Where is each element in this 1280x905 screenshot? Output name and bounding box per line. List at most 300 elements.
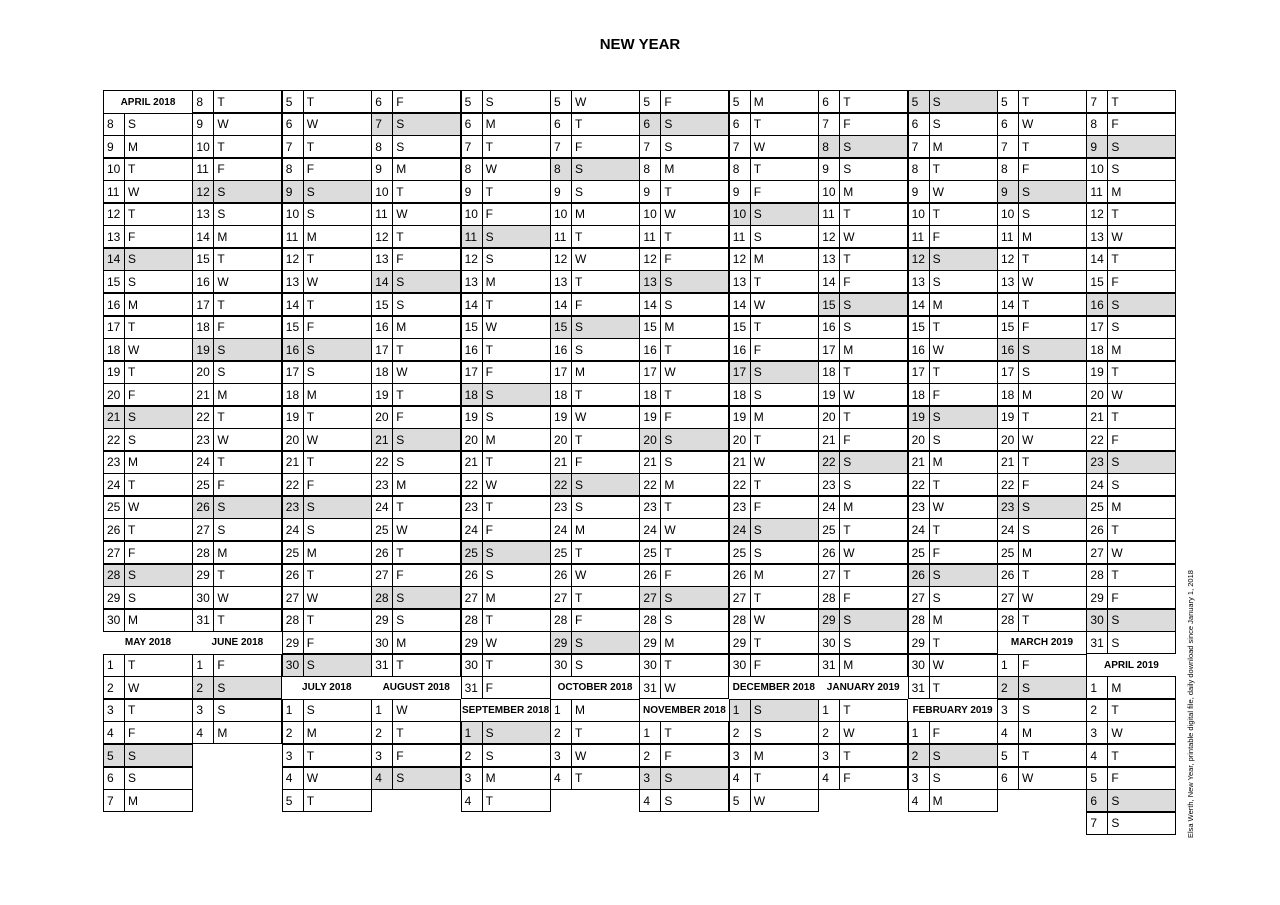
day-cell [282,225,372,248]
day-cell [818,428,908,451]
day-number: 28 [193,542,214,563]
weekday-letter: T [664,342,672,357]
day-number: 29 [462,632,483,653]
weekday-letter: M [306,725,317,740]
day-cell [371,654,461,677]
day-number: 6 [909,114,930,135]
day-number: 13 [551,271,572,292]
day-number: 3 [1087,722,1108,743]
day-cell [729,744,819,767]
day-cell [282,586,372,609]
day-number: 10 [104,159,125,180]
day-cell [818,518,908,541]
day-number: 24 [730,519,751,540]
day-cell [461,135,551,158]
weekday-letter: S [753,229,762,244]
weekday-letter: F [664,410,672,425]
weekday-letter: S [217,703,226,718]
month-header: JANUARY 2019 [826,682,900,694]
day-number: 6 [551,114,572,135]
weekday-letter: M [485,432,496,447]
day-number: 24 [909,519,930,540]
weekday-letter: S [396,455,405,470]
day-number: 21 [819,429,840,450]
weekday-letter: T [664,500,672,515]
day-cell [997,518,1087,541]
weekday-letter: S [932,410,941,425]
day-number: 16 [372,317,393,338]
weekday-letter: F [932,725,940,740]
weekday-letter: T [306,793,315,808]
weekday-letter: F [1111,771,1119,785]
weekday-letter: T [843,748,851,763]
weekday-letter: M [1022,725,1032,740]
day-number: 21 [1087,407,1108,428]
day-cell [818,361,908,384]
weekday-letter: T [396,658,404,673]
day-cell [908,203,998,226]
day-cell [639,270,729,293]
day-cell [550,203,640,226]
weekday-letter: W [306,590,319,605]
day-number: 26 [372,542,393,563]
day-number: 17 [283,362,304,383]
day-cell [371,135,461,158]
day-cell [729,225,819,248]
day-number: 6 [640,114,661,135]
weekday-letter: M [575,365,585,380]
weekday-letter: S [932,590,941,605]
weekday-letter: S [1111,455,1120,470]
day-number: 3 [551,745,572,766]
day-number: 12 [551,249,572,270]
day-number: 19 [909,407,930,428]
weekday-letter: F [575,613,583,628]
weekday-letter: S [753,725,762,740]
weekday-letter: T [753,432,762,447]
weekday-letter: S [664,771,673,785]
weekday-letter: W [753,297,766,312]
weekday-letter: S [128,274,137,289]
weekday-letter: F [485,680,493,695]
day-number: 15 [998,317,1019,338]
weekday-letter: T [1022,748,1030,763]
day-cell [1086,203,1176,226]
day-number: 19 [462,407,483,428]
day-number: 25 [283,542,304,563]
weekday-letter: T [217,139,225,154]
day-number: 7 [104,790,125,811]
month-header: APRIL 2019 [1103,659,1159,671]
weekday-letter: T [843,568,851,583]
day-cell [1086,180,1176,203]
day-cell [729,789,819,812]
weekday-letter: W [1022,432,1034,447]
day-cell [282,293,372,316]
weekday-letter: T [575,387,583,402]
day-number: 19 [730,407,751,428]
day-cell [103,789,193,812]
weekday-letter: T [217,613,225,628]
day-number: 25 [104,497,125,518]
day-number: 3 [462,768,483,789]
day-number: 28 [372,587,393,608]
weekday-letter: T [664,184,672,199]
day-number: 21 [551,452,572,473]
day-number: 24 [104,474,125,495]
day-number: 26 [730,565,751,586]
day-number: 30 [551,655,572,676]
weekday-letter: M [396,477,407,492]
weekday-letter: S [306,207,315,222]
weekday-letter: W [753,793,766,808]
day-cell [818,383,908,406]
day-cell [550,113,640,136]
day-number: 9 [551,181,572,202]
weekday-letter: T [932,680,940,695]
day-cell [282,135,372,158]
day-cell [103,270,193,293]
day-number: 13 [104,226,125,247]
day-number: 6 [462,114,483,135]
weekday-letter: T [128,703,136,718]
day-cell [550,564,640,587]
weekday-letter: M [664,477,675,492]
day-cell [729,316,819,339]
day-cell [371,90,461,113]
day-number: 14 [462,294,483,315]
day-cell [908,361,998,384]
day-cell [461,225,551,248]
day-cell [729,721,819,744]
day-number: 24 [1087,474,1108,495]
day-number: 28 [998,610,1019,631]
day-number: 24 [998,519,1019,540]
weekday-letter: T [843,252,851,267]
day-number: 14 [1087,249,1108,270]
day-cell [729,180,819,203]
weekday-letter: M [128,613,138,628]
day-cell [282,721,372,744]
day-number: 6 [998,114,1019,135]
weekday-letter: S [843,477,852,492]
day-cell [997,135,1087,158]
day-cell [997,428,1087,451]
day-number: 8 [462,159,483,180]
weekday-letter: F [396,410,404,425]
day-cell [1086,541,1176,564]
day-cell [371,609,461,632]
day-cell [729,767,819,790]
weekday-letter: T [1022,410,1030,425]
day-cell [729,135,819,158]
day-cell [1086,248,1176,271]
day-cell [1086,383,1176,406]
day-number: 20 [283,429,304,450]
day-cell [818,473,908,496]
weekday-letter: S [575,658,584,673]
day-number: 5 [998,745,1019,766]
day-cell [1086,744,1176,767]
weekday-letter: T [217,94,225,109]
weekday-letter: T [932,522,940,537]
day-number: 8 [551,159,572,180]
day-number: 13 [372,249,393,270]
day-cell [550,631,640,654]
day-number: 6 [998,768,1019,789]
day-number: 10 [730,204,751,225]
day-number: 3 [283,745,304,766]
day-cell [639,541,729,564]
day-cell [550,699,640,722]
day-number: 13 [193,204,214,225]
day-number: 20 [1087,384,1108,405]
day-cell [1086,789,1176,812]
day-number: 13 [640,271,661,292]
weekday-letter: S [753,522,762,537]
weekday-letter: W [485,635,497,650]
day-cell [103,564,193,587]
day-number: 13 [283,271,304,292]
day-cell [550,316,640,339]
day-number: 19 [193,339,214,360]
day-cell [103,699,193,722]
day-number: 21 [909,452,930,473]
weekday-letter: S [485,410,494,425]
day-number: 22 [640,474,661,495]
day-cell [1086,767,1176,790]
day-number: 12 [283,249,304,270]
weekday-letter: M [217,725,228,740]
day-number: 17 [193,294,214,315]
day-cell [192,676,282,699]
weekday-letter: M [843,342,854,357]
day-number: 19 [551,407,572,428]
weekday-letter: T [396,184,404,199]
day-number: 8 [193,91,214,112]
day-cell [908,586,998,609]
weekday-letter: M [1111,184,1122,199]
day-number: 21 [283,452,304,473]
weekday-letter: S [217,365,226,380]
day-number: 29 [640,632,661,653]
weekday-letter: M [843,184,854,199]
day-number: 25 [1087,497,1108,518]
weekday-letter: T [485,297,493,312]
day-cell [997,676,1087,699]
weekday-letter: S [664,613,673,628]
weekday-letter: T [1022,297,1030,312]
day-cell [908,113,998,136]
weekday-letter: M [664,635,675,650]
day-number: 2 [104,677,125,698]
day-cell [1086,135,1176,158]
day-cell [103,203,193,226]
day-number: 17 [104,317,125,338]
day-cell [639,383,729,406]
day-number: 17 [1087,317,1108,338]
day-cell [1086,676,1176,699]
day-number: 27 [551,587,572,608]
day-cell [192,203,282,226]
day-number: 28 [909,610,930,631]
weekday-letter: S [843,297,852,312]
weekday-letter: S [1111,793,1120,808]
day-cell [550,654,640,677]
weekday-letter: M [396,162,407,177]
day-number: 16 [640,339,661,360]
day-cell [103,180,193,203]
day-number: 2 [551,722,572,743]
day-cell [1086,586,1176,609]
weekday-letter: F [843,771,851,785]
day-number: 13 [909,271,930,292]
weekday-letter: M [932,613,943,628]
weekday-letter: T [843,703,851,718]
day-cell [192,90,282,113]
day-number: 24 [283,519,304,540]
day-cell [371,428,461,451]
day-number: 9 [819,159,840,180]
day-number: 20 [909,429,930,450]
weekday-letter: F [575,139,583,154]
weekday-letter: M [843,500,854,515]
day-cell [371,541,461,564]
day-cell [282,518,372,541]
day-cell [639,518,729,541]
weekday-letter: T [485,184,493,199]
day-cell [1086,338,1176,361]
day-cell [639,293,729,316]
day-number: 14 [819,271,840,292]
day-cell [282,496,372,519]
day-number: 16 [1087,294,1108,315]
day-cell [639,158,729,181]
weekday-letter: T [128,162,136,177]
day-cell [997,654,1087,677]
weekday-letter: F [1111,432,1119,447]
day-number: 25 [193,474,214,495]
weekday-letter: S [485,748,494,763]
day-cell [729,631,819,654]
day-number: 10 [372,181,393,202]
weekday-letter: T [843,365,851,380]
day-cell [997,721,1087,744]
day-number: 2 [193,677,214,698]
day-cell [282,744,372,767]
day-number: 10 [640,204,661,225]
day-number: 23 [551,497,572,518]
weekday-letter: M [664,320,675,334]
day-number: 30 [909,655,930,676]
day-cell [908,293,998,316]
weekday-letter: M [306,229,317,244]
day-cell [461,361,551,384]
weekday-letter: M [753,568,764,583]
weekday-letter: S [932,771,941,785]
weekday-letter: S [1111,162,1120,177]
day-number: 15 [909,317,930,338]
weekday-letter: S [128,590,137,605]
day-number: 10 [283,204,304,225]
day-cell [908,744,998,767]
day-cell [818,767,908,790]
month-header: JULY 2018 [302,682,352,694]
day-number: 30 [1087,610,1108,631]
day-cell [550,270,640,293]
weekday-letter: F [843,274,851,289]
weekday-letter: F [1022,320,1030,334]
day-cell [908,383,998,406]
day-number: 18 [104,339,125,360]
weekday-letter: M [306,387,317,402]
weekday-letter: M [485,117,496,132]
day-number: 16 [998,339,1019,360]
weekday-letter: T [1111,748,1119,763]
day-number: 15 [730,317,751,338]
weekday-letter: F [575,297,583,312]
day-number: 23 [462,497,483,518]
day-number: 4 [462,790,483,811]
weekday-letter: T [306,410,315,425]
day-cell [282,541,372,564]
day-number: 18 [730,384,751,405]
day-number: 15 [1087,271,1108,292]
weekday-letter: W [306,117,319,132]
weekday-letter: S [932,252,941,267]
weekday-letter: S [575,635,584,650]
day-number: 5 [640,91,661,112]
day-cell [103,361,193,384]
day-cell [192,699,282,722]
day-number: 13 [1087,226,1108,247]
day-cell [639,113,729,136]
day-number: 7 [372,114,393,135]
day-cell [371,270,461,293]
weekday-letter: W [1022,117,1034,132]
weekday-letter: W [306,274,319,289]
day-number: 12 [909,249,930,270]
day-cell [282,338,372,361]
day-cell [818,225,908,248]
day-cell [908,609,998,632]
weekday-letter: W [932,184,944,199]
day-number: 1 [730,700,751,721]
day-number: 4 [551,768,572,789]
day-cell [908,767,998,790]
weekday-letter: T [217,252,225,267]
day-number: 9 [1087,136,1108,157]
weekday-letter: T [843,410,851,425]
day-number: 26 [1087,519,1108,540]
day-number: 7 [819,114,840,135]
day-cell [461,767,551,790]
day-number: 27 [462,587,483,608]
day-number: 7 [283,136,304,157]
weekday-letter: M [128,455,138,470]
day-number: 26 [551,565,572,586]
day-number: 5 [462,91,483,112]
weekday-letter: T [485,500,493,515]
day-number: 25 [998,542,1019,563]
weekday-letter: S [128,432,137,447]
weekday-letter: S [1111,477,1120,492]
day-cell [729,518,819,541]
day-number: 12 [819,226,840,247]
day-number: 1 [1087,677,1108,698]
weekday-letter: W [217,590,229,605]
day-cell [550,406,640,429]
